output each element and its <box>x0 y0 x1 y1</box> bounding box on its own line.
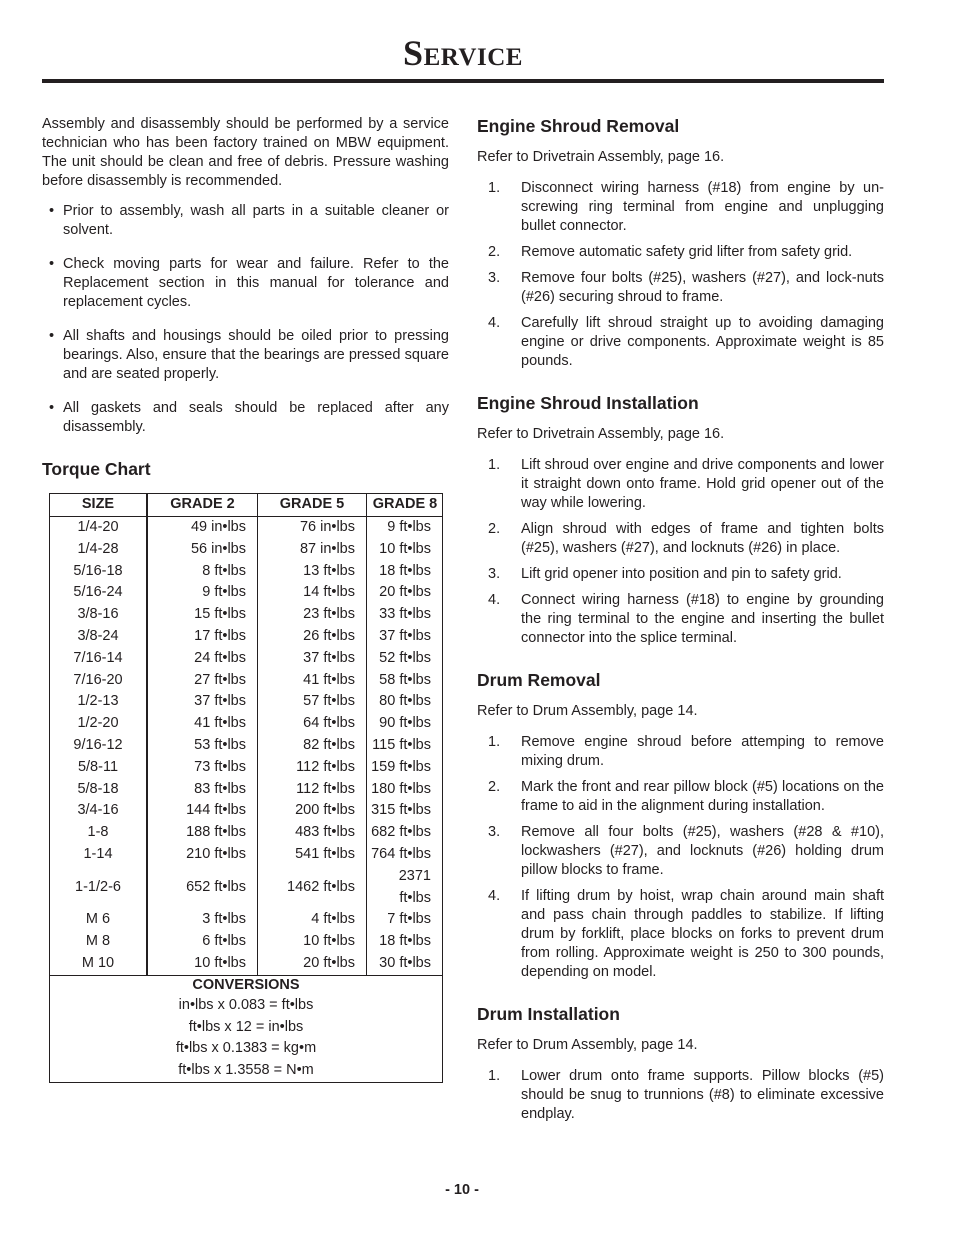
table-row <box>50 779 443 801</box>
size-cell: 5/8-18 <box>50 779 147 801</box>
column-header-grade-2: GRADE 2 <box>147 494 258 517</box>
bullet-item: • All gaskets and seals should be replaced after any disassembly. <box>42 399 449 437</box>
step-list <box>477 179 884 371</box>
prep-bullet-list <box>42 202 449 437</box>
grade-8-cell: 10 ft•lbs <box>379 540 431 557</box>
grade-2-cell: 56 in•lbs <box>147 539 258 561</box>
table-row <box>50 626 443 648</box>
table-row <box>50 604 443 626</box>
step-item: 4. Carefully lift shroud straight up to avoiding damaging engine or drive components. Approximate weight is 85 pounds. <box>488 315 884 369</box>
grade-5-cell: 76 in•lbs <box>258 517 367 539</box>
size-cell: 3/4-16 <box>50 800 147 822</box>
torque-chart-table <box>49 493 443 1083</box>
grade-8-cell: 30 ft•lbs <box>379 954 431 971</box>
grade-8-cell: 2371 ft•lbs <box>398 867 431 906</box>
grade-2-cell: 24 ft•lbs <box>147 648 258 670</box>
size-cell: 1/2-20 <box>50 713 147 735</box>
page-title: Service <box>403 33 523 73</box>
step-item: 4. Connect wiring harness (#18) to engine by grounding the ring terminal to the engine and inserting the bullet connector into the splice terminal. <box>488 592 884 646</box>
column-header-grade-8: GRADE 8 <box>367 494 444 517</box>
grade-8-cell: 9 ft•lbs <box>387 519 431 535</box>
right-column <box>477 115 884 1124</box>
page-number: - 10 - <box>445 1182 479 1198</box>
grade-5-cell: 1462 ft•lbs <box>258 866 367 910</box>
grade-8-cell: 37 ft•lbs <box>379 627 431 644</box>
grade-2-cell: 73 ft•lbs <box>147 757 258 779</box>
column-header-size: SIZE <box>50 494 147 517</box>
table-row <box>50 909 443 931</box>
step-list <box>477 456 884 648</box>
torque-table-body <box>50 517 443 975</box>
table-row <box>50 953 443 975</box>
grade-2-cell: 37 ft•lbs <box>147 691 258 713</box>
section-reference: Refer to Drivetrain Assembly, page 16. <box>477 426 725 442</box>
size-cell: 3/8-24 <box>50 626 147 648</box>
grade-8-cell: 80 ft•lbs <box>379 693 431 710</box>
step-item: 2. Align shroud with edges of frame and tighten bolts (#25), washers (#27), and locknuts (#26) in place. <box>488 521 884 556</box>
torque-chart-heading: Torque Chart <box>42 459 151 479</box>
table-row <box>50 713 443 735</box>
size-cell: 5/16-24 <box>50 582 147 604</box>
grade-2-cell: 49 in•lbs <box>147 517 258 539</box>
grade-2-cell: 27 ft•lbs <box>147 670 258 692</box>
section-reference: Refer to Drivetrain Assembly, page 16. <box>477 149 725 165</box>
grade-5-cell: 87 in•lbs <box>258 539 367 561</box>
grade-8-cell: 180 ft•lbs <box>371 780 431 797</box>
table-row <box>50 539 443 561</box>
grade-2-cell: 8 ft•lbs <box>147 561 258 583</box>
section-reference: Refer to Drum Assembly, page 14. <box>477 1037 698 1053</box>
table-row <box>50 931 443 953</box>
table-row <box>50 670 443 692</box>
grade-5-cell: 541 ft•lbs <box>258 844 367 866</box>
size-cell: M 10 <box>50 953 147 975</box>
table-row <box>50 691 443 713</box>
step-item: 4. If lifting drum by hoist, wrap chain around main shaft and pass chain through paddles to stabilize. If lifting drum by forklift, place blocks on forks to prevent drum from rolling. Approximate weight is 250 to 300 pounds, depending on model. <box>488 888 884 980</box>
grade-2-cell: 3 ft•lbs <box>147 909 258 931</box>
section-heading: Drum Removal <box>477 670 601 690</box>
section-heading: Engine Shroud Installation <box>477 393 699 413</box>
table-row <box>50 866 443 910</box>
grade-8-cell: 58 ft•lbs <box>379 671 431 688</box>
step-item: 3. Remove all four bolts (#25), washers (#28 & #10), lockwashers (#27), and locknuts (#26) holding drum pillow blocks to frame. <box>488 824 884 878</box>
grade-5-cell: 483 ft•lbs <box>258 822 367 844</box>
step-item: 1. Lift shroud over engine and drive components and lower it straight down onto frame. Hold grid opener out of the way while lowering. <box>488 457 884 511</box>
grade-2-cell: 652 ft•lbs <box>147 866 258 910</box>
table-header-row <box>50 494 443 517</box>
grade-2-cell: 9 ft•lbs <box>147 582 258 604</box>
size-cell: 5/16-18 <box>50 561 147 583</box>
size-cell: 5/8-11 <box>50 757 147 779</box>
step-item: 1. Lower drum onto frame supports. Pillow blocks (#5) should be snug to trunnions (#8) to eliminate excessive endplay. <box>488 1068 884 1122</box>
size-cell: 1-14 <box>50 844 147 866</box>
conversions-box <box>50 975 442 1082</box>
table-row <box>50 757 443 779</box>
size-cell: 9/16-12 <box>50 735 147 757</box>
grade-8-cell: 20 ft•lbs <box>379 584 431 601</box>
step-item: 1. Disconnect wiring harness (#18) from engine by un-screwing ring terminal from engine and unplugging bullet connector. <box>488 180 884 234</box>
grade-8-cell: 18 ft•lbs <box>379 562 431 579</box>
grade-2-cell: 210 ft•lbs <box>147 844 258 866</box>
size-cell: M 6 <box>50 909 147 931</box>
grade-5-cell: 112 ft•lbs <box>258 757 367 779</box>
grade-5-cell: 23 ft•lbs <box>258 604 367 626</box>
grade-2-cell: 15 ft•lbs <box>147 604 258 626</box>
grade-2-cell: 17 ft•lbs <box>147 626 258 648</box>
step-item: 2. Remove automatic safety grid lifter from safety grid. <box>488 244 853 260</box>
bullet-item: • All shafts and housings should be oiled prior to pressing bearings. Also, ensure that the bearings are pressed square and are seated properly. <box>42 327 449 384</box>
size-cell: 3/8-16 <box>50 604 147 626</box>
grade-5-cell: 14 ft•lbs <box>258 582 367 604</box>
torque-table <box>50 494 443 975</box>
step-item: 1. Remove engine shroud before attemping to remove mixing drum. <box>488 734 884 769</box>
grade-5-cell: 112 ft•lbs <box>258 779 367 801</box>
step-item: 3. Remove four bolts (#25), washers (#27), and lock-nuts (#26) securing shroud to frame. <box>488 270 884 305</box>
conversion-line: ft•lbs x 12 = in•lbs <box>188 1018 304 1035</box>
grade-8-cell: 33 ft•lbs <box>379 606 431 623</box>
step-item: 2. Mark the front and rear pillow block (#5) locations on the frame to aid in the alignment during installation. <box>488 779 884 814</box>
grade-2-cell: 144 ft•lbs <box>147 800 258 822</box>
bullet-item: • Check moving parts for wear and failure. Refer to the Replacement section in this manual for tolerance and replacement cycles. <box>42 255 449 312</box>
table-row <box>50 735 443 757</box>
grade-8-cell: 315 ft•lbs <box>371 802 431 819</box>
grade-8-cell: 52 ft•lbs <box>379 649 431 666</box>
grade-2-cell: 10 ft•lbs <box>147 953 258 975</box>
column-header-grade-5: GRADE 5 <box>258 494 367 517</box>
size-cell: 1/4-20 <box>50 517 147 539</box>
grade-8-cell: 7 ft•lbs <box>387 911 431 928</box>
intro-paragraph: Assembly and disassembly should be performed by a service technician who has been factory trained on MBW equipment. The unit should be clean and free of debris. Pressure washing before disassembly is recommended. <box>42 116 449 189</box>
size-cell: 1/2-13 <box>50 691 147 713</box>
grade-5-cell: 4 ft•lbs <box>258 909 367 931</box>
conversion-line: ft•lbs x 0.1383 = kg•m <box>175 1040 317 1057</box>
grade-5-cell: 37 ft•lbs <box>258 648 367 670</box>
grade-5-cell: 26 ft•lbs <box>258 626 367 648</box>
table-row <box>50 561 443 583</box>
table-row <box>50 517 443 539</box>
grade-5-cell: 82 ft•lbs <box>258 735 367 757</box>
grade-5-cell: 57 ft•lbs <box>258 691 367 713</box>
table-row <box>50 648 443 670</box>
size-cell: M 8 <box>50 931 147 953</box>
size-cell: 7/16-14 <box>50 648 147 670</box>
grade-8-cell: 115 ft•lbs <box>372 736 431 753</box>
table-row <box>50 844 443 866</box>
grade-8-cell: 682 ft•lbs <box>371 824 431 841</box>
grade-8-cell: 159 ft•lbs <box>371 758 431 775</box>
table-row <box>50 822 443 844</box>
section-heading: Drum Installation <box>477 1004 620 1024</box>
grade-2-cell: 188 ft•lbs <box>147 822 258 844</box>
conversion-line: in•lbs x 0.083 = ft•lbs <box>178 996 314 1013</box>
grade-5-cell: 200 ft•lbs <box>258 800 367 822</box>
step-item: 3. Lift grid opener into position and pin to safety grid. <box>488 566 842 582</box>
step-list <box>477 733 884 982</box>
grade-8-cell: 18 ft•lbs <box>379 933 431 950</box>
conversion-line: ft•lbs x 1.3558 = N•m <box>178 1062 314 1079</box>
section-heading: Engine Shroud Removal <box>477 116 680 136</box>
grade-5-cell: 10 ft•lbs <box>258 931 367 953</box>
table-row <box>50 582 443 604</box>
grade-2-cell: 41 ft•lbs <box>147 713 258 735</box>
size-cell: 1-8 <box>50 822 147 844</box>
title-rule <box>42 79 884 83</box>
grade-5-cell: 64 ft•lbs <box>258 713 367 735</box>
grade-5-cell: 20 ft•lbs <box>258 953 367 975</box>
grade-8-cell: 764 ft•lbs <box>371 845 431 862</box>
section-reference: Refer to Drum Assembly, page 14. <box>477 703 698 719</box>
grade-5-cell: 13 ft•lbs <box>258 561 367 583</box>
grade-2-cell: 53 ft•lbs <box>147 735 258 757</box>
size-cell: 1/4-28 <box>50 539 147 561</box>
grade-2-cell: 83 ft•lbs <box>147 779 258 801</box>
bullet-item: • Prior to assembly, wash all parts in a suitable cleaner or solvent. <box>42 202 449 240</box>
step-list <box>477 1067 884 1124</box>
grade-2-cell: 6 ft•lbs <box>147 931 258 953</box>
size-cell: 7/16-20 <box>50 670 147 692</box>
conversions-heading: CONVERSIONS <box>192 976 300 993</box>
size-cell: 1-1/2-6 <box>50 866 147 910</box>
table-row <box>50 800 443 822</box>
grade-8-cell: 90 ft•lbs <box>379 715 431 732</box>
left-column <box>42 115 449 480</box>
grade-5-cell: 41 ft•lbs <box>258 670 367 692</box>
